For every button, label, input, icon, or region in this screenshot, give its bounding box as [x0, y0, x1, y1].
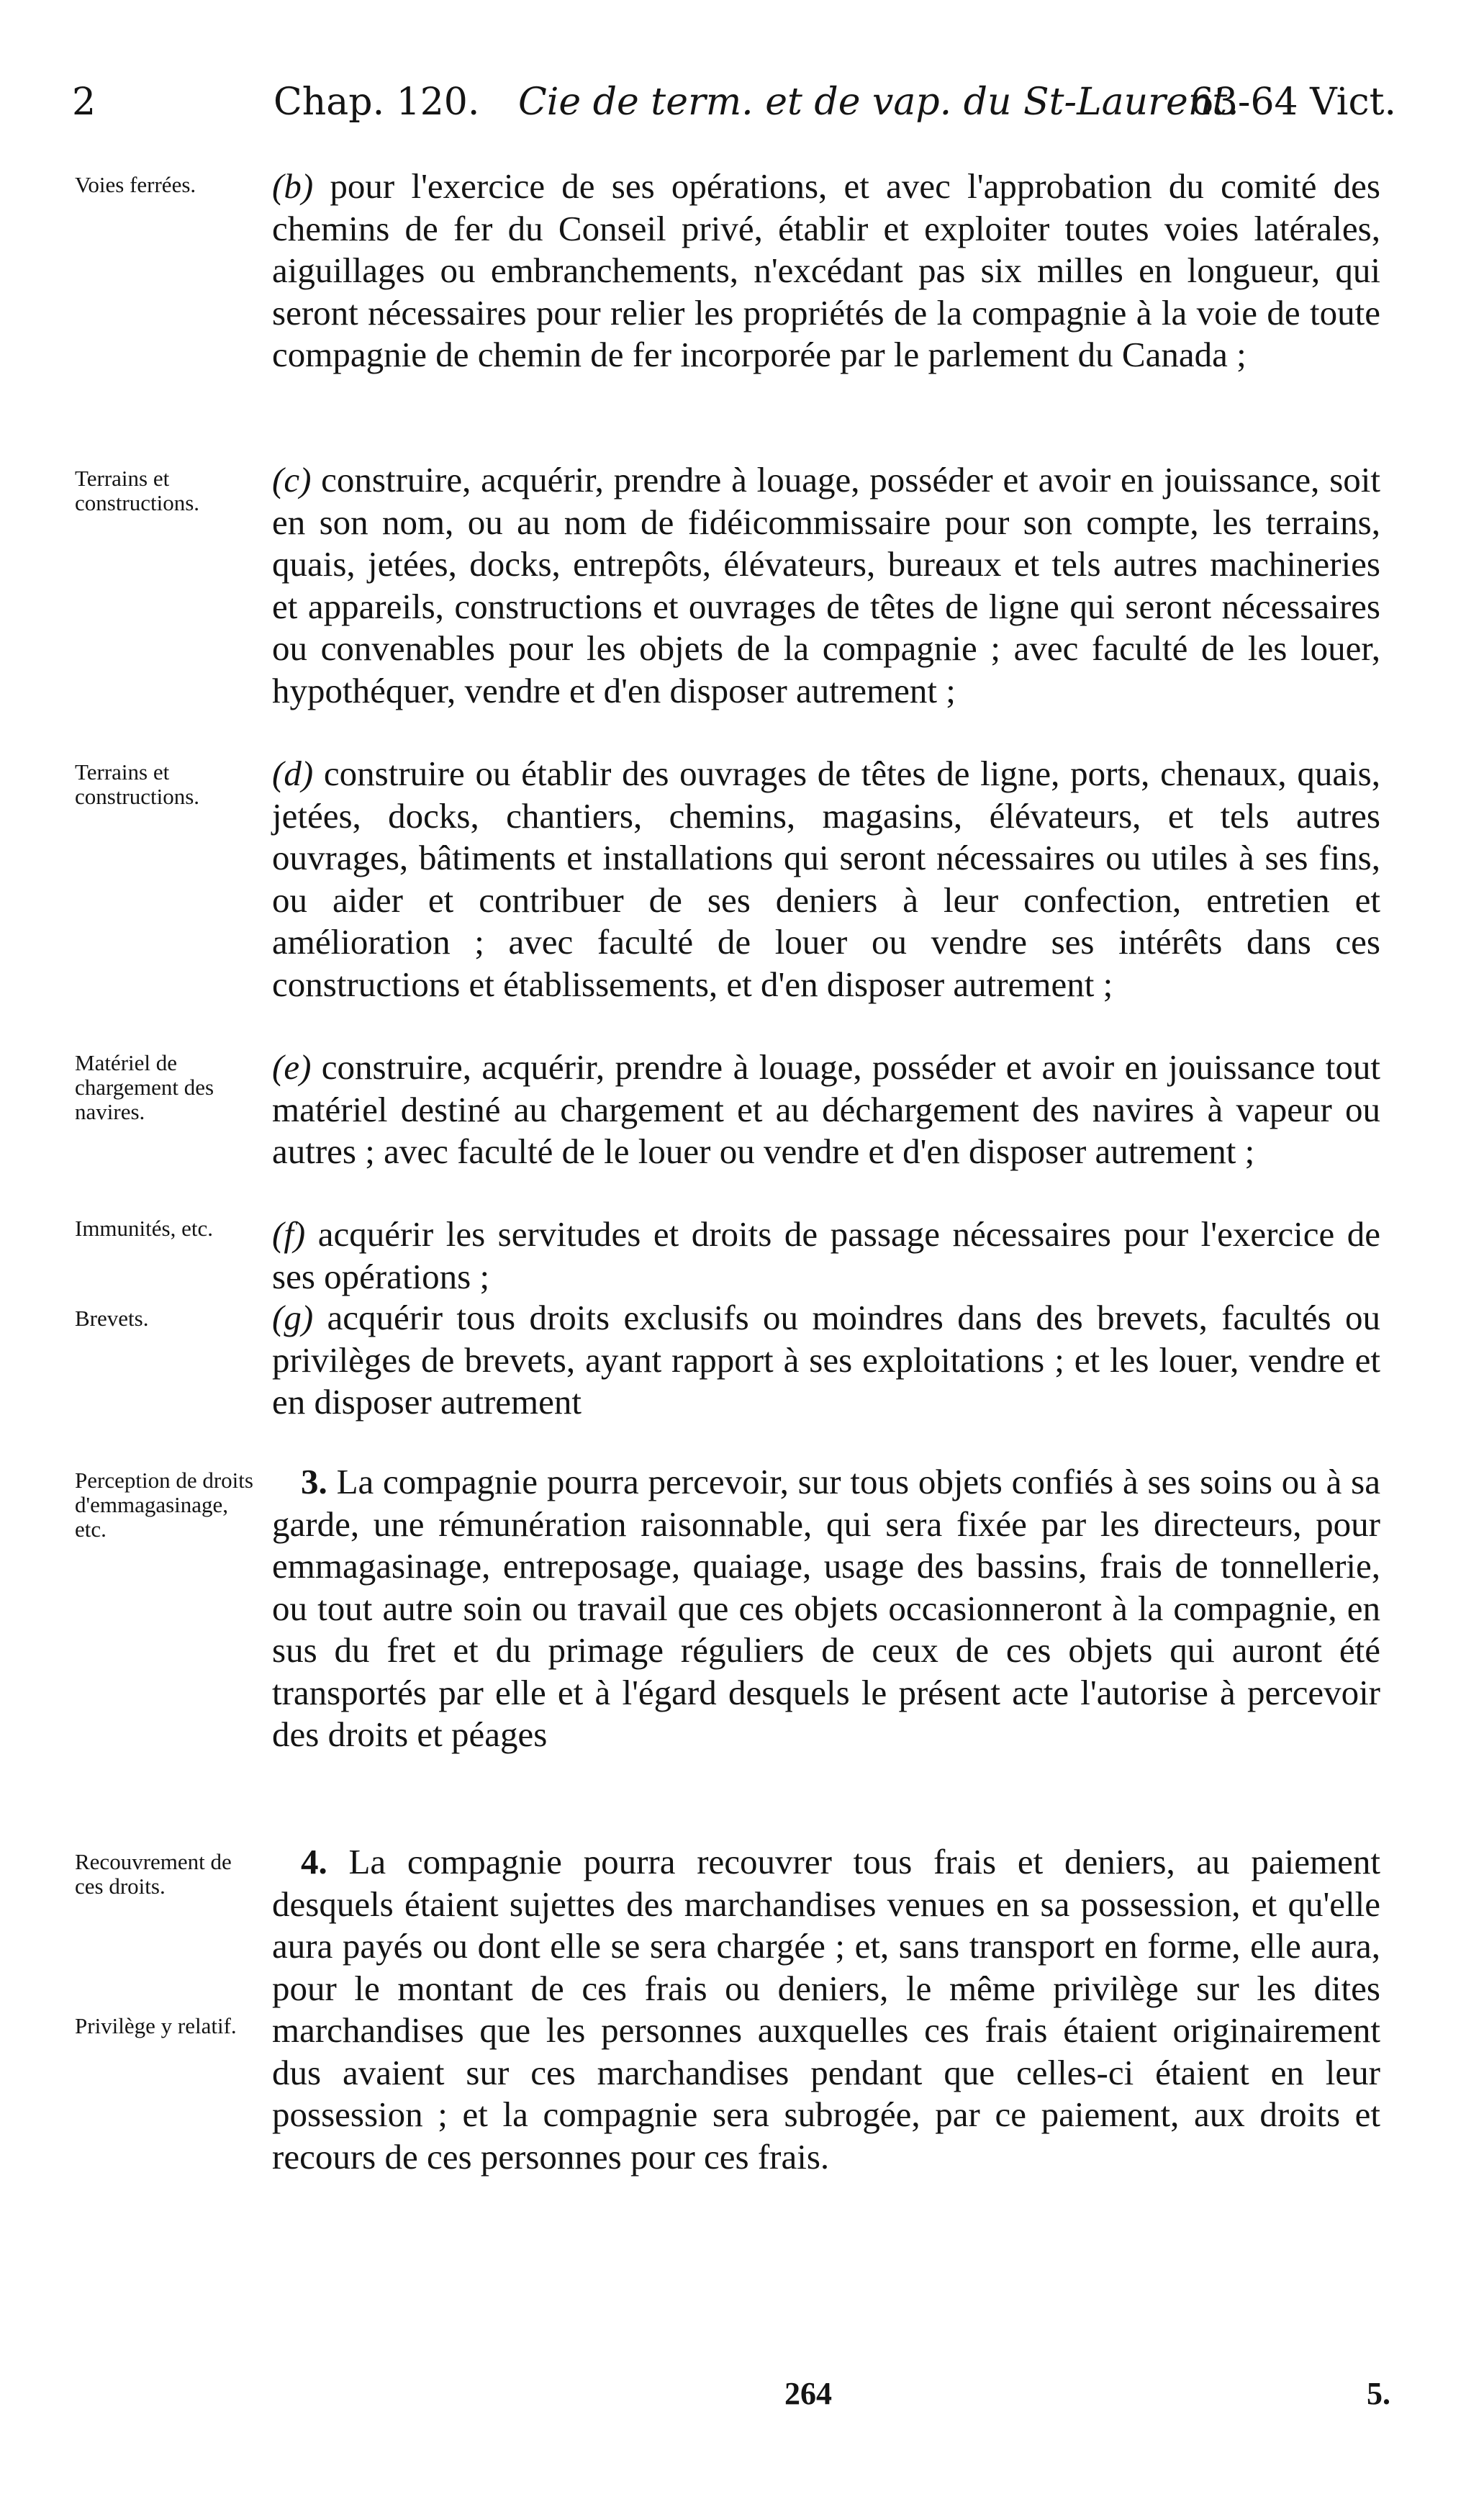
margin-note-voies-ferrees: Voies ferrées.	[75, 172, 196, 197]
chapter-number: Chap. 120.	[273, 81, 480, 124]
paragraph-b	[272, 166, 1380, 376]
paragraph-text: pour l'exercice de ses opérations, et avec l'approbation du comité des chemins de fer du Conseil privé, établir et exploiter toutes voies latérales, aiguillages ou embranchements, n'excédant pas six milles en longueur, qui seront nécessaires pour relier les propriétés de la compagnie à la voie de toute compagnie de chemin de fer incorporée par le parlement du Canada ;	[272, 166, 1380, 374]
act-short-title: Cie de term. et de vap. du St-Laurent.	[518, 81, 1239, 124]
paragraph-text: acquérir les servitudes et droits de passage nécessaires pour l'exercice de ses opérations ;	[272, 1214, 1380, 1296]
page-number: 2	[72, 81, 96, 124]
section-number: 3.	[301, 1462, 327, 1501]
paragraph-d	[272, 753, 1380, 1006]
regnal-year: 63-64 Vict.	[1190, 81, 1396, 124]
paragraph-g	[272, 1297, 1380, 1424]
paragraph-e	[272, 1047, 1380, 1173]
paragraph-label: (g)	[272, 1298, 314, 1337]
margin-note-brevets: Brevets.	[75, 1306, 149, 1331]
paragraph-label: (f)	[272, 1214, 306, 1254]
paragraph-label: (c)	[272, 460, 312, 500]
paragraph-text: construire, acquérir, prendre à louage, posséder et avoir en jouissance tout matériel destiné au chargement et au déchargement des navires à vapeur ou autres ; avec faculté de le louer ou vendre et d'en disposer autrement ;	[272, 1047, 1380, 1171]
section-3	[272, 1461, 1380, 1756]
paragraph-label: (b)	[272, 166, 314, 206]
paragraph-f	[272, 1214, 1380, 1298]
margin-note-perception: Perception de droits d'emmagasinage, etc.	[75, 1468, 253, 1542]
margin-note-privilege: Privilège y relatif.	[75, 2013, 237, 2038]
paragraph-text: acquérir tous droits exclusifs ou moindres dans des brevets, facultés ou privilèges de brevets, ayant rapport à ses exploitations ; et les louer, vendre et en disposer autrement	[272, 1298, 1380, 1422]
margin-note-materiel: Matériel de chargement des navires.	[75, 1050, 214, 1124]
margin-note-terrains-1: Terrains et constructions.	[75, 466, 200, 515]
paragraph-text: construire, acquérir, prendre à louage, posséder et avoir en jouissance, soit en son nom, ou au nom de fidéicommissaire pour son compte, les terrains, quais, jetées, docks, entrepôts, élévateurs, bureaux et tels autres machineries et appareils, constructions et ouvrages de têtes de ligne qui seront nécessaires ou convenables pour les objets de la compagnie ; avec faculté de les louer, hypothéquer, vendre et d'en disposer autrement ;	[272, 460, 1381, 710]
margin-note-recouvrement: Recouvrement de ces droits.	[75, 1849, 232, 1899]
folio-number: 264	[784, 2376, 832, 2411]
section-text: La compagnie pourra recouvrer tous frais et deniers, au paiement desquels étaient sujettes des marchandises venues en sa possession, et qu'elle aura payés ou dont elle se sera chargée ; et, sans transport en forme, elle aura, pour le montant de ces frais ou deniers, le même privilège sur les dites marchandises que les personnes auxquelles ces frais étaient originairement dus avaient sur ces marchandises pendant que celles-ci étaient en leur possession ; et la compagnie sera subrogée, par ce paiement, aux droits et recours de ces personnes pour ces frais.	[272, 1842, 1380, 2177]
running-header	[72, 81, 1396, 138]
margin-note-immunites: Immunités, etc.	[75, 1216, 213, 1241]
paragraph-label: (d)	[272, 754, 314, 793]
paragraph-text: construire ou établir des ouvrages de têtes de ligne, ports, chenaux, quais, jetées, docks, chantiers, chemins, magasins, élévateurs, et tels autres ouvrages, bâtiments et installations qui seront nécessaires ou utiles à ses fins, ou aider et contribuer de ses deniers à leur confection, entretien et amélioration ; avec faculté de louer ou vendre ses intérêts dans ces constructions et établissements, et d'en disposer autrement ;	[272, 754, 1380, 1004]
paragraph-label: (e)	[272, 1047, 312, 1087]
section-text: La compagnie pourra percevoir, sur tous objets confiés à ses soins ou à sa garde, une rémunération raisonnable, qui sera fixée par les directeurs, pour emmagasinage, entreposage, quaiage, usage des bassins, frais de tonnellerie, ou tout autre soin ou travail que ces objets occasionneront à la compagnie, en sus du fret et du primage réguliers de ceux de ces objets qui auront été transportés par elle et à l'égard desquels le présent acte l'autorise à percevoir des droits et péages	[272, 1462, 1380, 1754]
section-4	[272, 1841, 1380, 2178]
margin-note-terrains-2: Terrains et constructions.	[75, 759, 200, 809]
paragraph-c	[272, 459, 1380, 712]
section-number: 4.	[301, 1842, 327, 1881]
signature-mark: 5.	[1367, 2376, 1390, 2411]
